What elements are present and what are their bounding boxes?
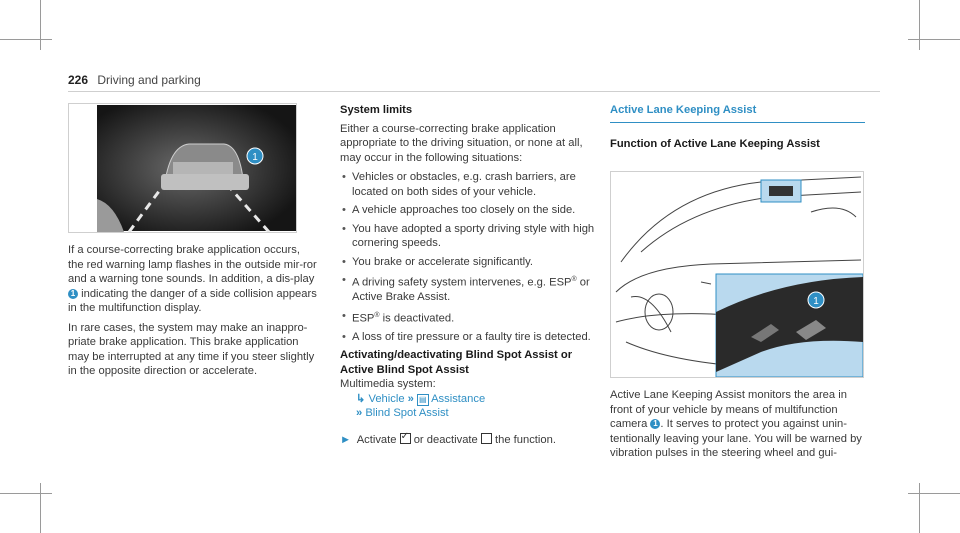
text: ESP — [352, 312, 375, 325]
text: Activate — [356, 433, 397, 446]
nav-assistance[interactable]: Assistance — [431, 392, 486, 405]
checkbox-empty-icon — [481, 433, 492, 444]
crop-mark — [908, 493, 960, 494]
callout-badge: 1 — [650, 419, 660, 429]
callout-badge: 1 — [68, 289, 78, 299]
list-item: • You have adopted a sporty driving style with high cornering speeds. — [340, 222, 605, 251]
text: the function. — [494, 433, 556, 446]
limits-list — [340, 170, 605, 344]
column-left — [68, 103, 318, 384]
nav-path-2 — [356, 406, 605, 421]
section-heading: Function of Active Lane Keeping Assist — [610, 137, 820, 150]
header-rule — [68, 91, 880, 92]
column-middle — [340, 103, 605, 452]
crop-mark — [919, 483, 920, 533]
text: If a course-correcting brake application occurs, the red warning lamp flashes in the outside mir-ror and a warning tone sounds. In addition, a dis-play — [68, 244, 317, 285]
paragraph: Either a course-correcting brake application appropriate to the driving situation, or none at all, may occur in the following situations: — [340, 122, 583, 164]
crop-mark — [0, 493, 52, 494]
section-title-blue: Active Lane Keeping Assist — [610, 103, 865, 123]
list-item: • You brake or accelerate significantly. — [340, 255, 605, 270]
mirror-figure — [68, 103, 297, 233]
registered-mark: ® — [571, 276, 577, 283]
text: Active Lane Keeping Assist monitors the area in front of your vehicle by means of multifunction camera — [610, 389, 847, 430]
action-arrow-icon: ► — [340, 433, 352, 446]
nav-path — [356, 392, 605, 407]
crop-mark — [0, 39, 52, 40]
return-arrow-icon: ↳ — [356, 392, 366, 405]
text: indicating the danger of a side collision appears in the multifunction display. — [68, 287, 317, 314]
double-chevron-icon: » — [407, 392, 414, 405]
paragraph — [68, 243, 318, 316]
car-icon: ▤ — [419, 394, 427, 404]
paragraph: In rare cases, the system may make an inappro-priate brake application. This brake application may be interrupted at any time if you steer slightly in the opposite direction or accelerate. — [68, 321, 315, 377]
figure-callout: 1 — [252, 152, 258, 163]
section-title: Driving and parking — [97, 73, 201, 87]
text: A driving safety system intervenes, e.g. ESP — [352, 276, 572, 289]
multimedia-label: Multimedia system: — [340, 378, 436, 391]
list-item: • A loss of tire pressure or a faulty tire is detected. — [340, 330, 605, 345]
double-chevron-icon: » — [356, 407, 363, 420]
text: or deactivate — [413, 433, 478, 446]
list-item — [340, 309, 605, 326]
crop-mark — [40, 0, 41, 50]
figure-callout: 1 — [813, 296, 819, 307]
text: is deactivated. — [382, 312, 455, 325]
section-heading: System limits — [340, 104, 413, 116]
section-heading: Activating/deactivating Blind Spot Assist or Active Blind Spot Assist — [340, 349, 573, 376]
text: . It serves to protect you against unin-tentionally leaving your lane. You will be warned by vibration pulses in the steering wheel and gui- — [610, 418, 862, 459]
registered-mark: ® — [374, 311, 380, 319]
list-item — [340, 273, 605, 305]
nav-vehicle[interactable]: Vehicle — [368, 392, 405, 405]
page-header — [68, 73, 201, 87]
crop-mark — [919, 0, 920, 50]
checkbox-checked-icon — [400, 433, 411, 444]
crop-mark — [40, 483, 41, 533]
text: or Active Brake Assist. — [352, 276, 590, 304]
page-number: 226 — [68, 73, 89, 87]
nav-blind-spot-assist[interactable]: Blind Spot Assist — [365, 407, 449, 420]
list-item: • A vehicle approaches too closely on the side. — [340, 203, 605, 218]
list-item: • Vehicles or obstacles, e.g. crash barriers, are located on both sides of your vehicle. — [340, 170, 605, 199]
paragraph — [610, 388, 865, 461]
crop-mark — [908, 39, 960, 40]
camera-figure — [610, 171, 864, 378]
action-step — [340, 433, 605, 448]
column-right — [610, 103, 865, 466]
